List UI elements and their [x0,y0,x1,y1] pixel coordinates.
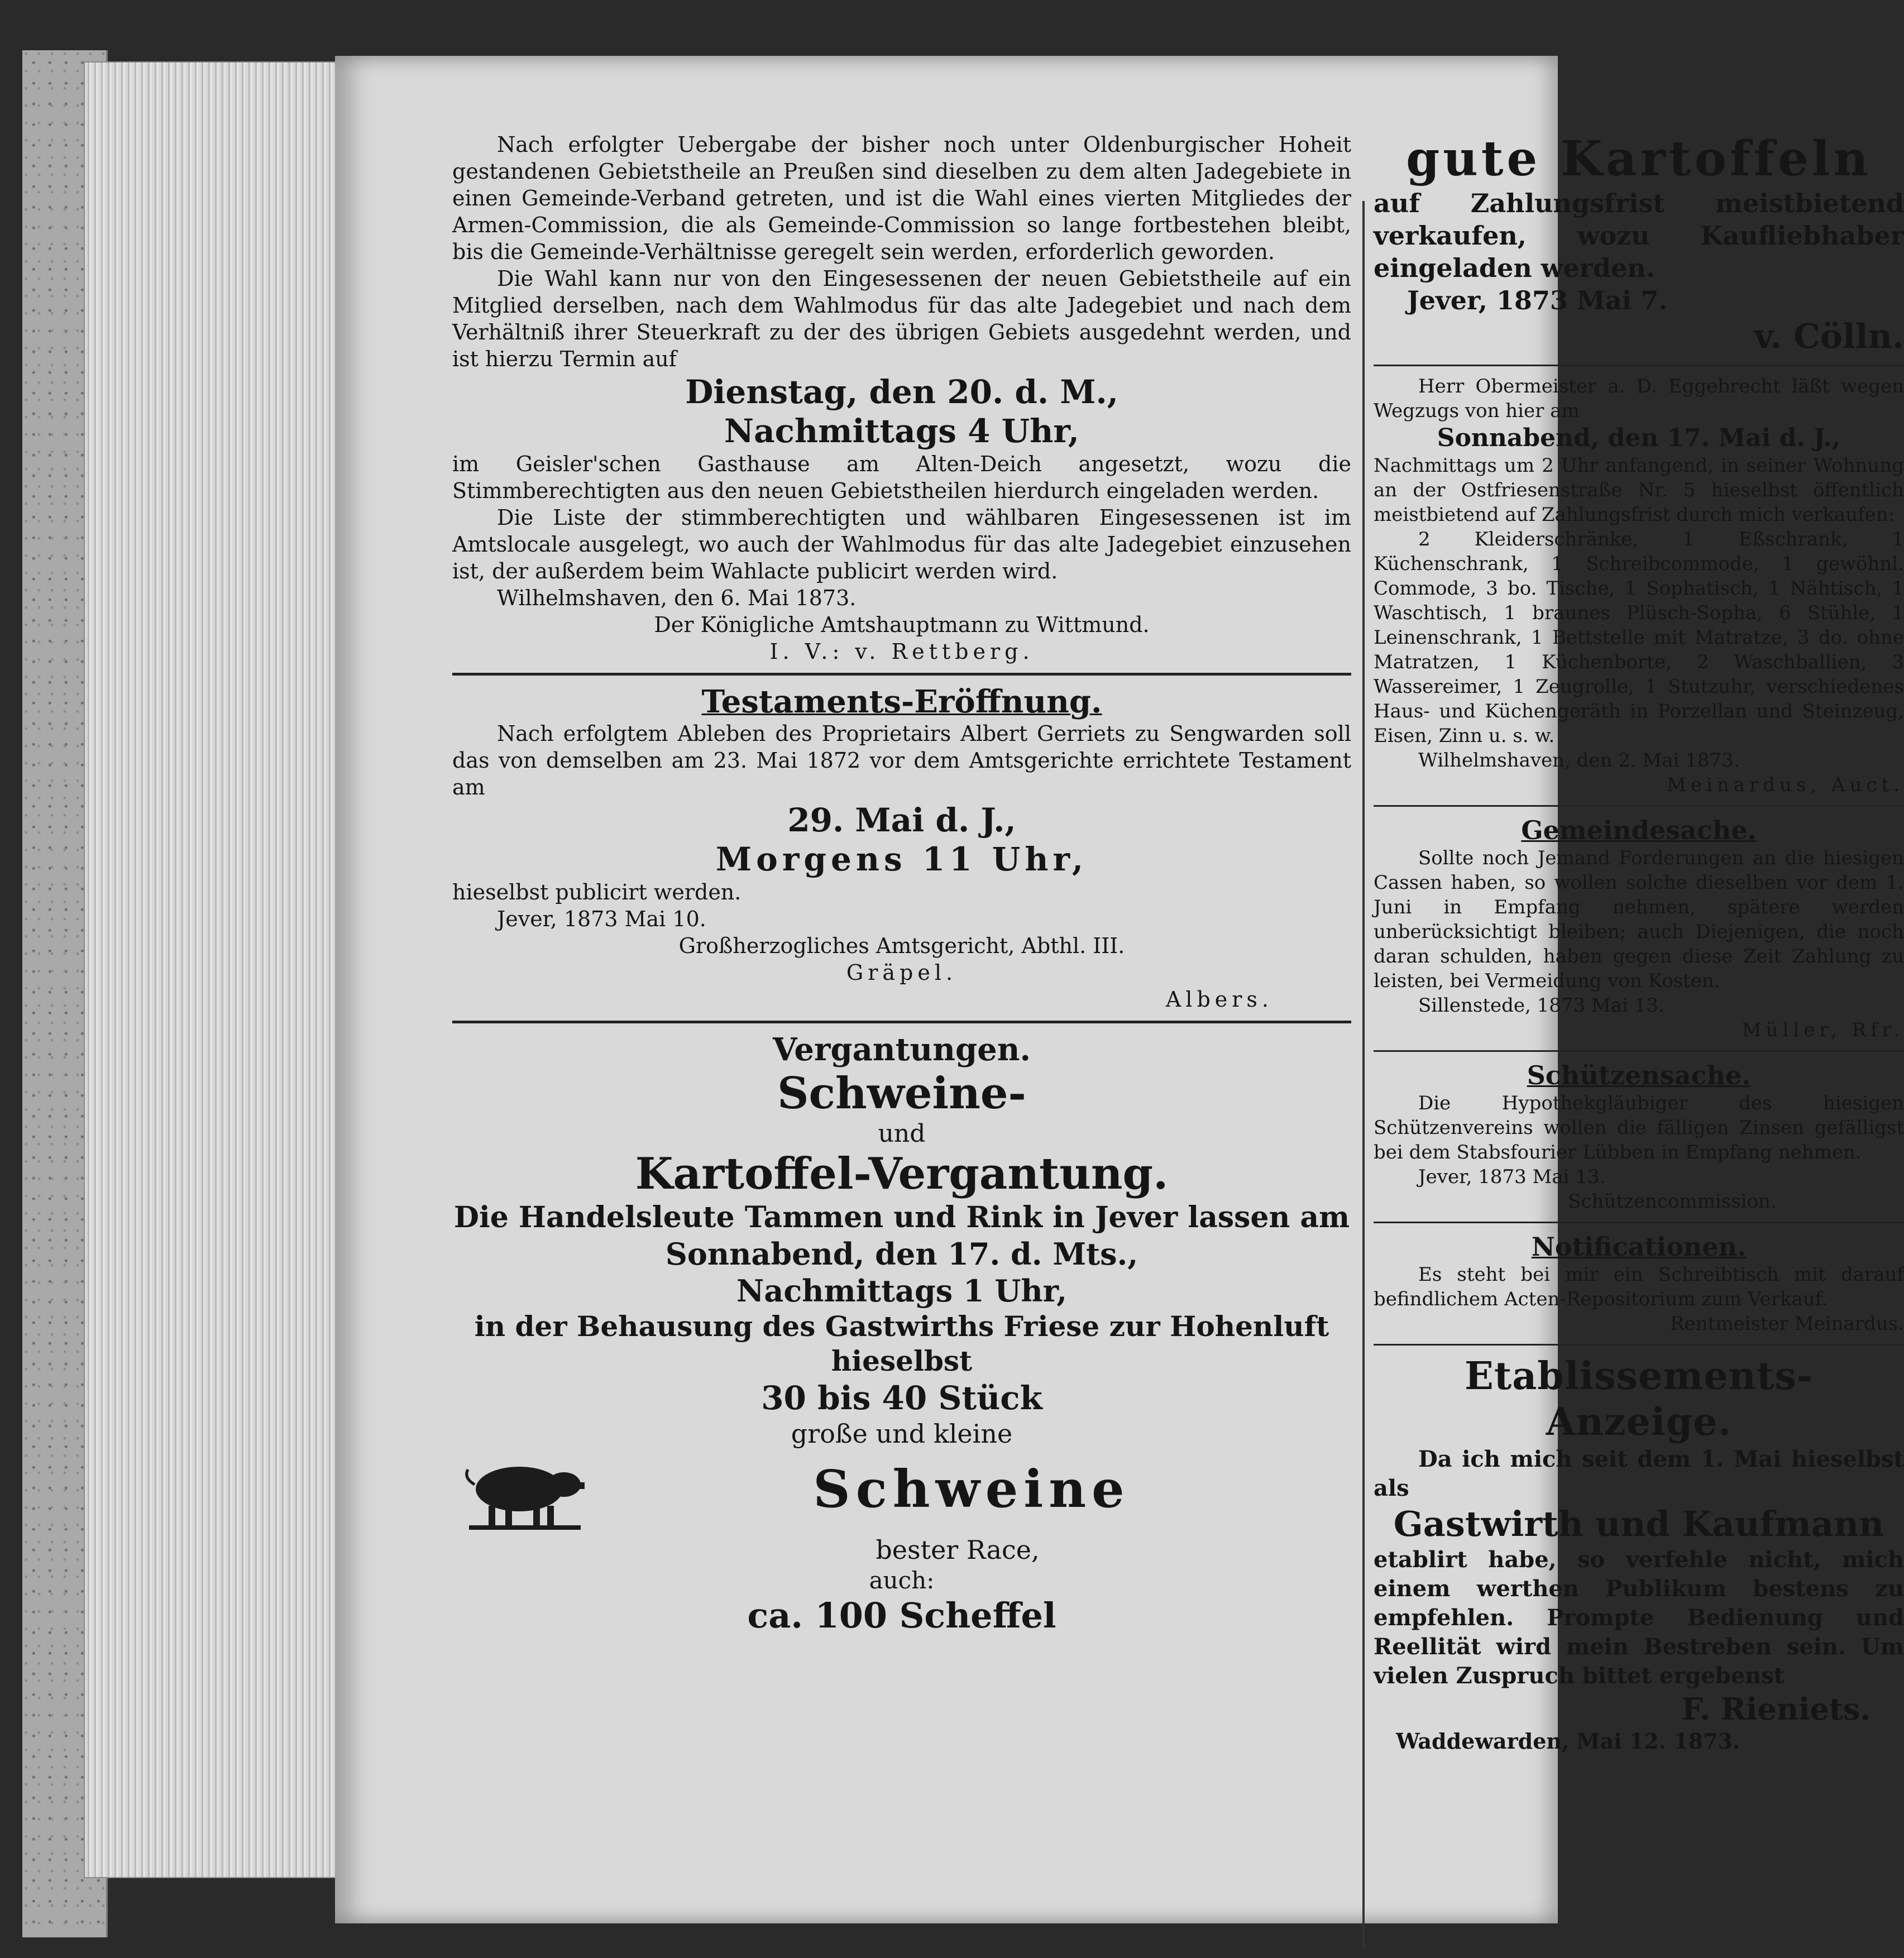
notifications-notice [1374,1231,1904,1336]
auction-date: Sonnabend, den 17. d. Mts., [665,1236,1138,1272]
potato-notice [1374,131,1904,357]
notice-title: Etablissements-Anzeige. [1465,1354,1813,1444]
notice-clerk: Albers. [1165,987,1273,1012]
section-divider [452,1021,1351,1023]
testament-date: 29. Mai d. J., [787,801,1016,839]
municipal-notice [1374,815,1904,1042]
establishment-notice [1374,1353,1904,1755]
notice-place-date: Wilhelmshaven, den 6. Mai 1873. [497,586,857,610]
auction-race: bester Race, [876,1535,1040,1565]
notice-paragraph: Nachmittags um 2 Uhr anfangend, in seiner Wohnung an der Ostfriesenstraße Nr. 5 hieselbst öffentlich meistbietend auf Zahlungsfrist durch mich verkaufen: [1374,454,1904,526]
auction-also: auch: [869,1567,935,1594]
notice-place-date: Jever, 1873 Mai 7. [1407,285,1668,315]
notice-signer: F. Rieniets. [1681,1691,1870,1727]
election-date: Dienstag, den 20. d. M., [685,373,1118,411]
sale-date: Sonnabend, den 17. Mai d. J., [1437,424,1841,452]
item-list: 2 Kleiderschränke, 1 Eßschrank, 1 Küchenschrank, 1 Schreibcommode, 1 gewöhnl. Commode, 3 bo. Tische, 1 Sophatisch, 1 Nähtisch, 1 Waschtisch, 1 braunes Plüsch-Sopha, 6 Stühle, 1 Leinenschrank, 1 Bettstelle mit Matratze, 3 do. ohne Matratzen, 1 Küchenborte, 2 Waschballien, 3 Wassereimer, 1 Zeugrolle, 1 Stutzuhr, verschiedenes Haus- und Küchengeräth in Porzellan und Steinzeug, Eisen, Zinn u. s. w. [1374,528,1904,747]
notice-signer: v. Cölln. [1754,317,1904,356]
notice-place-date: Jever, 1873 Mai 13. [1418,1166,1606,1188]
notice-paragraph: Da ich mich seit dem 1. Mai hieselbst als [1374,1446,1904,1501]
section-divider [1374,1344,1904,1346]
auction-paragraph: Die Handelsleute Tammen und Rink in Jever lassen am [453,1200,1350,1234]
auction-animal: Schweine [813,1459,1130,1519]
notice-authority: Großherzogliches Amtsgericht, Abthl. III. [678,933,1125,958]
testament-time: Morgens 11 Uhr, [715,840,1088,878]
page-stack [84,61,348,1878]
notice-paragraph: Herr Obermeister a. D. Eggebrecht läßt wegen Wegzugs von hier am [1374,375,1904,422]
notice-paragraph: auf Zahlungsfrist meistbietend verkaufen, wozu Kaufliebhaber eingeladen werden. [1374,188,1904,283]
left-column [452,131,1351,1636]
section-divider [1374,365,1904,366]
election-time: Nachmittags 4 Uhr, [724,412,1079,450]
notice-title: Gemeindesache. [1521,815,1757,845]
notice-signer: Meinardus, Auct. [1667,774,1904,796]
notice-place-date: Sillenstede, 1873 Mai 13. [1418,994,1664,1017]
notice-title: Schützensache. [1527,1060,1751,1090]
section-divider [452,673,1351,676]
section-divider [1374,1222,1904,1223]
notice-place-date: Waddewarden, Mai 12. 1873. [1396,1729,1740,1754]
newspaper-page [335,56,1904,1923]
notice-paragraph: im Geisler'schen Gasthause am Alten-Deich angesetzt, wozu die Stimmberechtigten aus den neuen Gebietstheilen hierdurch eingeladen werden. [452,452,1351,503]
notice-signer: Rentmeister Meinardus. [1670,1313,1904,1335]
notice-title: Notificationen. [1531,1232,1747,1262]
pig-row [452,1450,1351,1534]
pig-icon [458,1450,586,1534]
notice-paragraph: etablirt habe, so verfehle nicht, mich einem werthen Publikum bestens zu empfehlen. Prompte Bedienung und Reellität wird mein Bestreben sein. Um vielen Zuspruch bittet ergebenst [1374,1547,1904,1689]
notice-authority: Der Königliche Amtshauptmann zu Wittmund. [654,612,1150,637]
notice-signer: I. V.: v. Rettberg. [769,639,1034,664]
notice-signer: Müller, Rfr. [1742,1019,1904,1041]
shooting-club-notice [1374,1060,1904,1214]
notice-paragraph: Es steht bei mir ein Schreibtisch mit darauf befindlichem Acten-Repositorium zum Verkauf. [1374,1263,1904,1310]
auction-headline: Schweine- [777,1068,1026,1119]
auction-sizes: große und kleine [791,1419,1013,1449]
notice-paragraph: Die Hypothekgläubiger des hiesigen Schützenvereins wollen die fälligen Zinsen gefälligst bei dem Stabsfourier Lübben in Empfang nehmen. [1374,1092,1904,1164]
auction-conjunction: und [878,1119,926,1148]
notice-paragraph: Sollte noch Jemand Forderungen an die hiesigen Cassen haben, so wollen solche dieselben vor dem 1. Juni in Empfang nehmen, spätere werden unberücksichtigt bleiben; auch Diejenigen, die noch daran schulden, haben gegen diese Zeit Zahlung zu leisten, bei Vermeidung von Kosten. [1374,847,1904,992]
notice-place-date: Wilhelmshaven, den 2. Mai 1873. [1418,749,1740,772]
auction-bulk: ca. 100 Scheffel [747,1595,1056,1636]
establishment-headline: Gastwirth und Kaufmann [1393,1504,1884,1544]
notice-paragraph: Nach erfolgter Uebergabe der bisher noch unter Oldenburgischer Hoheit gestandenen Gebietstheile an Preußen sind dieselben zu dem alten Jadegebiete in einen Gemeinde-Verband getreten, und ist die Wahl eines vierten Mitgliedes der Armen-Commission, die als Gemeinde-Commission so lange fortbestehen bleibt, bis die Gemeinde-Verhältnisse geregelt sein werden, erforderlich geworden. [452,132,1351,264]
potato-headline: gute Kartoffeln [1406,131,1872,187]
testament-notice [452,683,1351,1013]
notice-title: Vergantungen. [773,1031,1031,1068]
notice-paragraph: Nach erfolgtem Ableben des Proprietairs Albert Gerriets zu Sengwarden soll das von demselben am 23. Mai 1872 vor dem Amtsgerichte errichtete Testament am [452,721,1351,800]
election-notice [452,131,1351,665]
notice-paragraph: Die Liste der stimmberechtigten und wählbaren Eingesessenen ist im Amtslocale ausgelegt, wo auch der Wahlmodus für das alte Jadegebiet einzusehen ist, der außerdem beim Wahlacte publicirt werden wird. [452,505,1351,583]
notice-paragraph: hieselbst publicirt werden. [452,880,741,904]
furniture-sale-notice [1374,374,1904,797]
notice-title: Testaments-Eröffnung. [701,683,1102,720]
right-column [1374,131,1904,1755]
column-divider [1362,201,1365,1949]
notice-signer: Gräpel. [846,960,958,985]
section-divider [1374,805,1904,807]
notice-place-date: Jever, 1873 Mai 10. [497,907,706,931]
auction-time: Nachmittags 1 Uhr, [736,1273,1068,1309]
auction-count: 30 bis 40 Stück [761,1379,1042,1417]
section-divider [1374,1050,1904,1052]
notice-signer: Schützencommission. [1568,1190,1777,1213]
auction-headline: Kartoffel-Vergantung. [635,1148,1169,1199]
auction-notice [452,1031,1351,1636]
auction-paragraph: in der Behausung des Gastwirths Friese zur Hohenluft hieselbst [474,1310,1329,1377]
notice-paragraph: Die Wahl kann nur von den Eingesessenen der neuen Gebietstheile auf ein Mitglied derselben, nach dem Wahlmodus für das alte Jadegebiet und nach dem Verhältniß ihrer Steuerkraft zu der des übrigen Gebiets ausgedehnt werden, und ist hierzu Termin auf [452,266,1351,371]
